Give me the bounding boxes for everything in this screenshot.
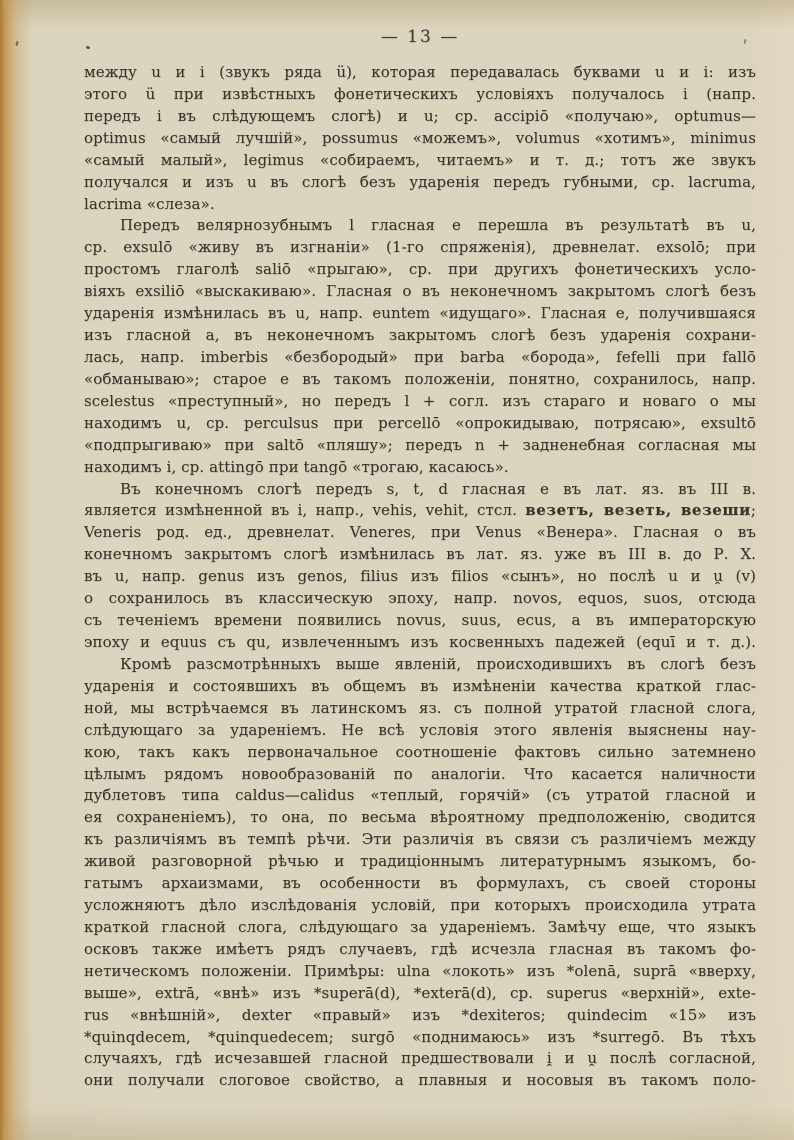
text-line: осковъ также имѣетъ рядъ случаевъ, гдѣ исчезла гласная въ такомъ фо- [84,939,756,958]
text-line: Кромѣ разсмотрѣнныхъ выше явленій, происходившихъ въ слогѣ безъ [120,654,756,673]
text-line: optimus «самый лучшій», possumus «можемъ», volumus «хотимъ», minimus [84,128,756,147]
text-line: они получали слоговое свойство, а плавныя и носовыя въ такомъ поло- [84,1071,756,1090]
text-line: ударенія измѣнилась въ u, напр. euntem «идущаго». Гласная e, получившаяся [84,304,756,323]
text-line: краткой гласной слога, слѣдующаго за удареніемъ. Замѣчу еще, что языкъ [84,917,756,936]
text-line: изъ гласной a, въ неконечномъ закрытомъ слогѣ безъ ударенія сохрани- [84,326,756,345]
text-column [84,62,756,1092]
text-line: ср. exsulō «живу въ изгнаніи» (1-го спряженія), древнелат. exsolō; при [84,238,756,257]
page-number: — 13 — [380,27,460,47]
text-line: усложняютъ дѣло изслѣдованія условій, при которыхъ происходила утрата [84,896,756,915]
text-line: выше», extrā, «внѣ» изъ *superā(d), *exterā(d), ср. superus «верхній», exte- [84,983,756,1002]
text-line: находимъ i, ср. attingō при tangō «трогаю, касаюсь». [84,457,509,476]
text-line: дублетовъ типа caldus—calidus «теплый, горячій» (съ утратой гласной и [84,786,756,805]
text-line: «подпрыгиваю» при saltō «пляшу»; передъ n + задненебная согласная мы [84,435,756,454]
text-line: ударенія и состоявшихъ въ общемъ въ измѣненіи качества краткой глас- [84,676,756,695]
text-line: лась, напр. imberbis «безбородый» при barba «борода», fefelli при fallō [84,347,756,366]
old-church-slavonic-text: везетъ, везеть, везеши [525,501,751,520]
text-line: цѣлымъ рядомъ новообразованій по аналогіи. Что касается наличности [84,764,756,783]
text-line: слѣдующаго за удареніемъ. Не всѣ условія этого явленія выяснены нау- [84,720,756,739]
text-line: простомъ глаголѣ saliō «прыгаю», ср. при другихъ фонетическихъ усло- [84,260,756,279]
text-line: въ u, напр. genus изъ genos, filius изъ filios «сынъ», но послѣ u и u̯ (v) [84,567,756,586]
text-line: передъ i въ слѣдующемъ слогѣ) и u; ср. accipiō «получаю», optumus— [84,106,756,125]
text-line: Въ конечномъ слогѣ передъ s, t, d гласная e въ лат. яз. въ III в. [120,479,756,498]
text-line: кою, такъ какъ первоначальное соотношеніе фактовъ сильно затемнено [84,742,756,761]
text-line: віяхъ exsiliō «выскакиваю». Гласная o въ неконечномъ закрытомъ слогѣ безъ [84,282,756,301]
text-line: эпоху и equus съ qu, извлеченнымъ изъ косвенныхъ падежей (equī и т. д.). [84,632,756,651]
text-line: «обманываю»; старое e въ такомъ положеніи, понятно, сохранилось, напр. [84,369,756,388]
text-line: *quinqdecem, *quinquedecem; surgō «поднимаюсь» изъ *surregō. Въ тѣхъ [84,1027,756,1046]
text-line: «самый малый», legimus «собираемъ, читаемъ» и т. д.; тотъ же звукъ [84,150,756,169]
text-line: съ теченіемъ времени появились novus, suus, ecus, а въ императорскую [84,611,756,630]
text-line: scelestus «преступный», но передъ l + согл. изъ стараго и новаго o мы [84,391,756,410]
text-line: гатымъ архаизмами, въ особенности въ формулахъ, съ своей стороны [84,874,756,893]
paper-speck [86,45,91,49]
text-line: нетическомъ положеніи. Примѣры: ulna «локоть» изъ *olenā, suprā «вверху, [84,961,756,980]
text-line: къ различіямъ въ темпѣ рѣчи. Эти различія въ связи съ различіемъ между [84,830,756,849]
text-line: получался и изъ u въ слогѣ безъ ударенія передъ губными, ср. lacruma, [84,172,756,191]
text-line: Veneris род. ед., древнелат. Veneres, при Venus «Венера». Гласная o въ [84,523,756,542]
text-line: o сохранилось въ классическую эпоху, напр. novos, equos, suos, отсюда [84,589,756,608]
text-line: ной, мы встрѣчаемся въ латинскомъ яз. съ полной утратой гласной слога, [84,698,756,717]
paper-speck [15,41,18,46]
text-line: ея сохраненіемъ), то она, по весьма вѣроятному предположенію, сводится [84,808,756,827]
text-line: между u и i (звукъ ряда ü), которая передавалась буквами u и i: изъ [84,63,756,81]
text-line: rus «внѣшній», dexter «правый» изъ *dexiteros; quindecim «15» изъ [84,1005,756,1024]
text-line: этого ü при извѣстныхъ фонетическихъ условіяхъ получалось i (напр. [84,84,756,103]
text-line: конечномъ закрытомъ слогѣ измѣнилась въ лат. яз. уже въ III в. до Р. Х. [84,545,756,564]
text-line: находимъ u, ср. perculsus при percellō «опрокидываю, потрясаю», exsultō [84,413,756,432]
text-line: живой разговорной рѣчью и традиціоннымъ литературнымъ языкомъ, бо- [84,852,756,871]
text-line: случаяхъ, гдѣ исчезавшей гласной предшествовали i̯ и u̯ послѣ согласной, [84,1049,756,1068]
text-line: lacrima «слеза». [84,194,215,213]
text-line: Передъ велярнозубнымъ l гласная e перешла въ результатѣ въ u, [120,216,756,235]
text-line: является измѣненной въ i, напр., vehis, vehit, стсл. везетъ, везеть, везеши; [84,501,756,520]
